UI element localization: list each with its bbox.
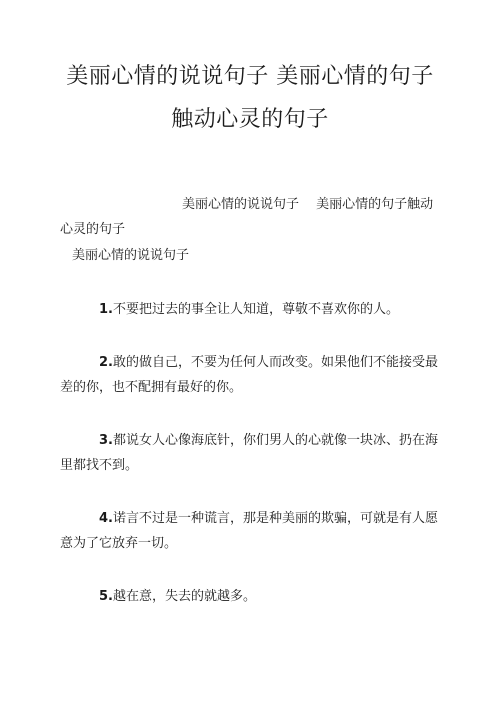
quote-item-2 <box>60 350 450 400</box>
section-heading: 美丽心情的说说句子 <box>72 248 190 263</box>
quote-item-4 <box>60 506 450 556</box>
quote-number: 5. <box>99 589 113 604</box>
document-title-line-2: 触动心灵的句子 <box>171 107 329 132</box>
quote-text: 越在意，失去的就越多。 <box>112 589 256 604</box>
intro-line-1: 美丽心情的说说句子 美丽心情的句子触动 <box>182 197 434 212</box>
quote-number: 3. <box>99 433 113 448</box>
intro-line-2: 心灵的句子 <box>60 222 126 237</box>
quote-text: 敢的做自己，不要为任何人而改变。如果他们不能接受最差的你，也不配拥有最好的你。 <box>60 355 438 395</box>
document-title-line-1: 美丽心情的说说句子 美丽心情的句子 <box>66 64 434 89</box>
quote-item-1 <box>60 297 450 322</box>
quote-text: 不要把过去的事全让人知道，尊敬不喜欢你的人。 <box>112 302 399 317</box>
quote-number: 4. <box>99 511 113 526</box>
quote-text: 诺言不过是一种谎言，那是种美丽的欺骗，可就是有人愿意为了它放弃一切。 <box>60 511 438 551</box>
quote-number: 1. <box>99 302 113 317</box>
quote-text: 都说女人心像海底针，你们男人的心就像一块冰、扔在海里都找不到。 <box>60 433 438 473</box>
quote-item-3 <box>60 428 450 478</box>
quote-item-5 <box>60 584 450 609</box>
quote-number: 2. <box>99 355 113 370</box>
